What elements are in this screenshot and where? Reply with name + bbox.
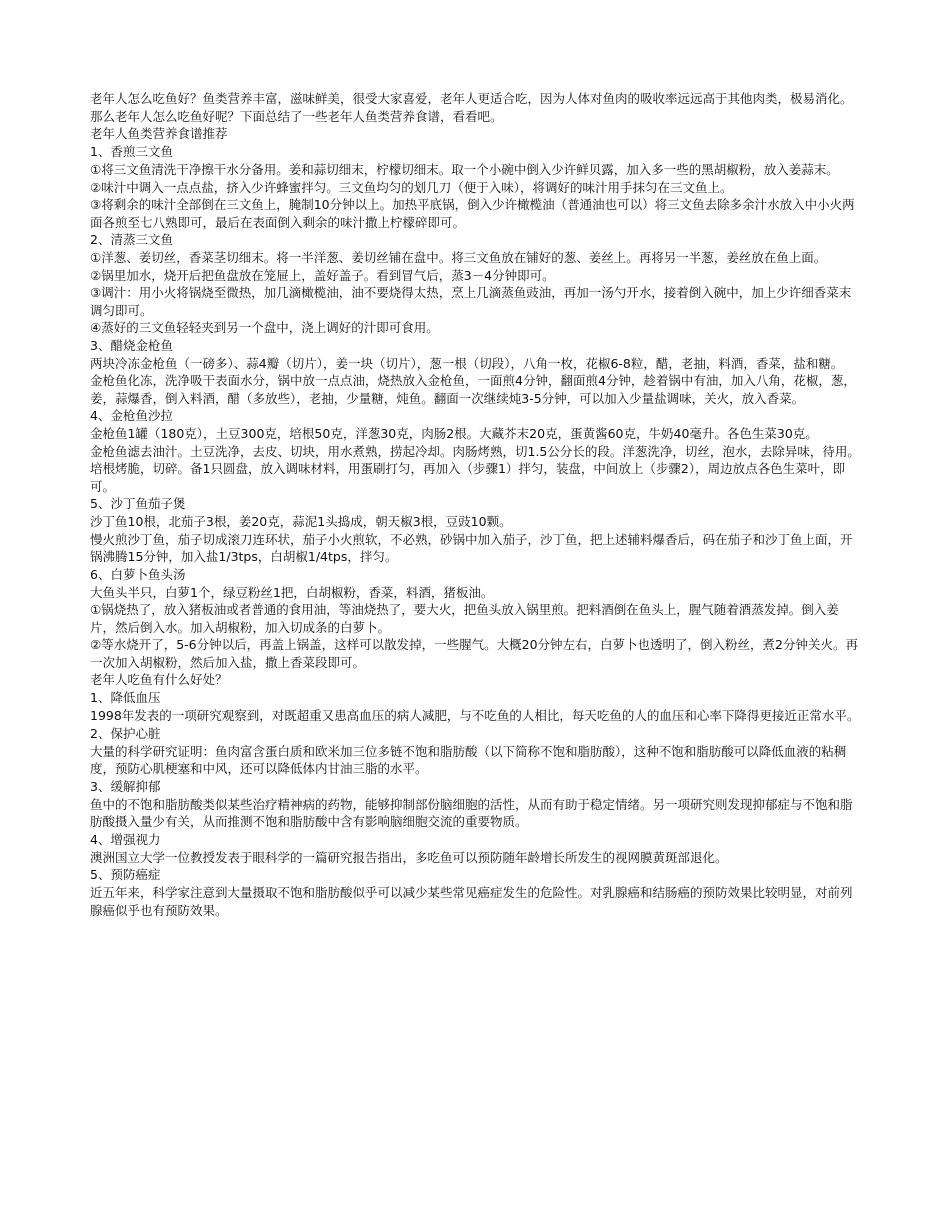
recipe-2-step-1: ①洋葱、姜切丝，香菜茎切细末。将一半洋葱、姜切丝铺在盘中。将三文鱼放在铺好的葱、姜丝上。再将另一半葱，姜丝放在鱼上面。 <box>90 250 827 265</box>
benefit-2-text: 大量的科学研究证明：鱼肉富含蛋白质和欧米加三位多链不饱和脂肪酸（以下简称不饱和脂肪酸），这种不饱和脂肪酸可以降低血液的粘稠度，预防心肌梗塞和中风，还可以降低体内甘油三脂的水平。 <box>90 743 847 776</box>
recipe-6-ingredients: 大鱼头半只，白萝1个，绿豆粉丝1把，白胡椒粉，香菜，料酒，猪板油。 <box>90 584 494 600</box>
recipe-5-ingredients: 沙丁鱼10根，北茄子3根，姜20克，蒜泥1头捣成，朝天椒3根，豆豉10颗。 <box>90 514 512 529</box>
recipe-6-step-1: ①锅烧热了，放入猪板油或者普通的食用油，等油烧热了，要大火，把鱼头放入锅里煎。把料酒倒在鱼头上，腥气随着酒蒸发掉。倒入姜片，然后倒入水。加入胡椒粉，加入切成条的白萝卜。 <box>90 602 839 635</box>
benefit-1-text: 1998年发表的一项研究观察到，对既超重又患高血压的病人减肥，与不吃鱼的人相比，每天吃鱼的人的血压和心率下降得更接近正常水平。 <box>90 708 860 723</box>
recipe-4-method: 金枪鱼滤去油汁。土豆洗净，去皮、切块，用水煮熟，捞起冷却。肉肠烤熟，切1.5公分长的段。洋葱洗净，切丝，泡水，去除异味，待用。培根烤脆，切碎。备1只圆盘，放入调味材料，用蛋刷打匀，再加入（步骤1）拌匀，装盘，中间放上（步骤2），周边放点各色生菜叶，即可。 <box>90 443 860 494</box>
recipe-4-ingredients: 金枪鱼1罐（180克），土豆300克，培根50克，洋葱30克，肉肠2根。大藏芥末20克，蛋黄酱60克，牛奶40毫升。各色生菜30克。 <box>90 426 818 441</box>
recipe-2-title: 2、清蒸三文鱼 <box>90 232 173 247</box>
benefit-4-text: 澳洲国立大学一位教授发表于眼科学的一篇研究报告指出，多吃鱼可以预防随年龄增长所发生的视网膜黄斑部退化。 <box>90 849 728 865</box>
recipe-1-step-2: ②味汁中调入一点点盐，挤入少许蜂蜜拌匀。三文鱼均匀的划几刀（便于入味），将调好的味汁用手抹匀在三文鱼上。 <box>90 179 733 195</box>
recipe-2-step-3: ③调汁：用小火将锅烧至微热，加几滴橄榄油，油不要烧得太热，烹上几滴蒸鱼豉油，再加一汤勺开水，接着倒入碗中，加上少许细香菜末调匀即可。 <box>90 285 852 318</box>
recipe-5-title: 5、沙丁鱼茄子煲 <box>90 496 186 511</box>
recipe-2-step-2: ②锅里加水，烧开后把鱼盘放在笼屉上，盖好盖子。看到冒气后，蒸3－4分钟即可。 <box>90 267 555 283</box>
benefit-5-title: 5、预防癌症 <box>90 867 161 882</box>
benefit-3-text: 鱼中的不饱和脂肪酸类似某些治疗精神病的药物，能够抑制部份脑细胞的活性，从而有助于稳定情绪。另一项研究则发现抑郁症与不饱和脂肪酸摄入量少有关，从而推测不饱和脂肪酸中含有影响脑细胞交流的重要物质。 <box>90 796 853 829</box>
recipe-1-step-1: ①将三文鱼清洗干净擦干水分备用。姜和蒜切细末，柠檬切细末。取一个小碗中倒入少许鲜贝露，加入多一些的黑胡椒粉，放入姜蒜末。 <box>90 162 839 177</box>
benefit-3-title: 3、缓解抑郁 <box>90 778 161 794</box>
recipe-6-step-2: ②等水烧开了，5-6分钟以后，再盖上锅盖，这样可以散发掉，一些腥气。大概20分钟左右，白萝卜也透明了，倒入粉丝，煮2分钟关火。再一次加入胡椒粉，然后加入盐，撒上香菜段即可。 <box>90 637 858 670</box>
recipe-3-method: 金枪鱼化冻，洗净吸干表面水分，锅中放一点点油，烧热放入金枪鱼，一面煎4分钟，翻面煎4分钟，趁着锅中有油，加入八角，花椒，葱，姜，蒜爆香，倒入料酒，醋（多放些），老抽，少量糖，炖鱼。翻面一次继续炖3-5分钟，可以加入少量盐调味，关火，放入香菜。 <box>90 373 856 406</box>
recipe-3-title: 3、醋烧金枪鱼 <box>90 337 173 353</box>
document-body <box>90 90 860 919</box>
benefit-4-title: 4、增强视力 <box>90 831 161 847</box>
section-title-benefits: 老年人吃鱼有什么好处？ <box>90 672 228 687</box>
recipe-4-title: 4、金枪鱼沙拉 <box>90 408 173 423</box>
intro-paragraph: 老年人怎么吃鱼好？鱼类营养丰富，滋味鲜美，很受大家喜爱，老年人更适合吃，因为人体对鱼肉的吸收率远远高于其他肉类，极易消化。那么老年人怎么吃鱼好呢？下面总结了一些老年人鱼类营养食谱，看看吧。 <box>90 91 853 124</box>
benefit-2-title: 2、保护心脏 <box>90 725 161 741</box>
recipe-6-title: 6、白萝卜鱼头汤 <box>90 566 186 582</box>
recipe-3-ingredients: 两块冷冻金枪鱼（一磅多）、蒜4瓣（切片），姜一块（切片），葱一根（切段），八角一枚，花椒6-8粒，醋，老抽，料酒，香菜，盐和糖。 <box>90 355 844 371</box>
recipe-1-title: 1、香煎三文鱼 <box>90 144 173 159</box>
section-title-recipes: 老年人鱼类营养食谱推荐 <box>90 126 228 141</box>
benefit-1-title: 1、降低血压 <box>90 690 161 705</box>
recipe-2-step-4: ④蒸好的三文鱼轻轻夹到另一个盘中，浇上调好的汁即可食用。 <box>90 320 439 335</box>
benefit-5-text: 近五年来，科学家注意到大量摄取不饱和脂肪酸似乎可以减少某些常见癌症发生的危险性。对乳腺癌和结肠癌的预防效果比较明显，对前列腺癌似乎也有预防效果。 <box>90 885 853 918</box>
recipe-5-method: 慢火煎沙丁鱼，茄子切成滚刀连环状，茄子小火煎软，不必熟，砂锅中加入茄子，沙丁鱼，把上述辅料爆香后，码在茄子和沙丁鱼上面，开锅沸腾15分钟，加入盐1/3tps，白胡椒1/4tps，拌匀。 <box>90 531 853 564</box>
recipe-1-step-3: ③将剩余的味汁全部倒在三文鱼上，腌制10分钟以上。加热平底锅，倒入少许橄榄油（普通油也可以）将三文鱼去除多余汁水放入中小火两面各煎至七八熟即可，最后在表面倒入剩余的味汁撒上柠檬碎即可。 <box>90 197 855 230</box>
